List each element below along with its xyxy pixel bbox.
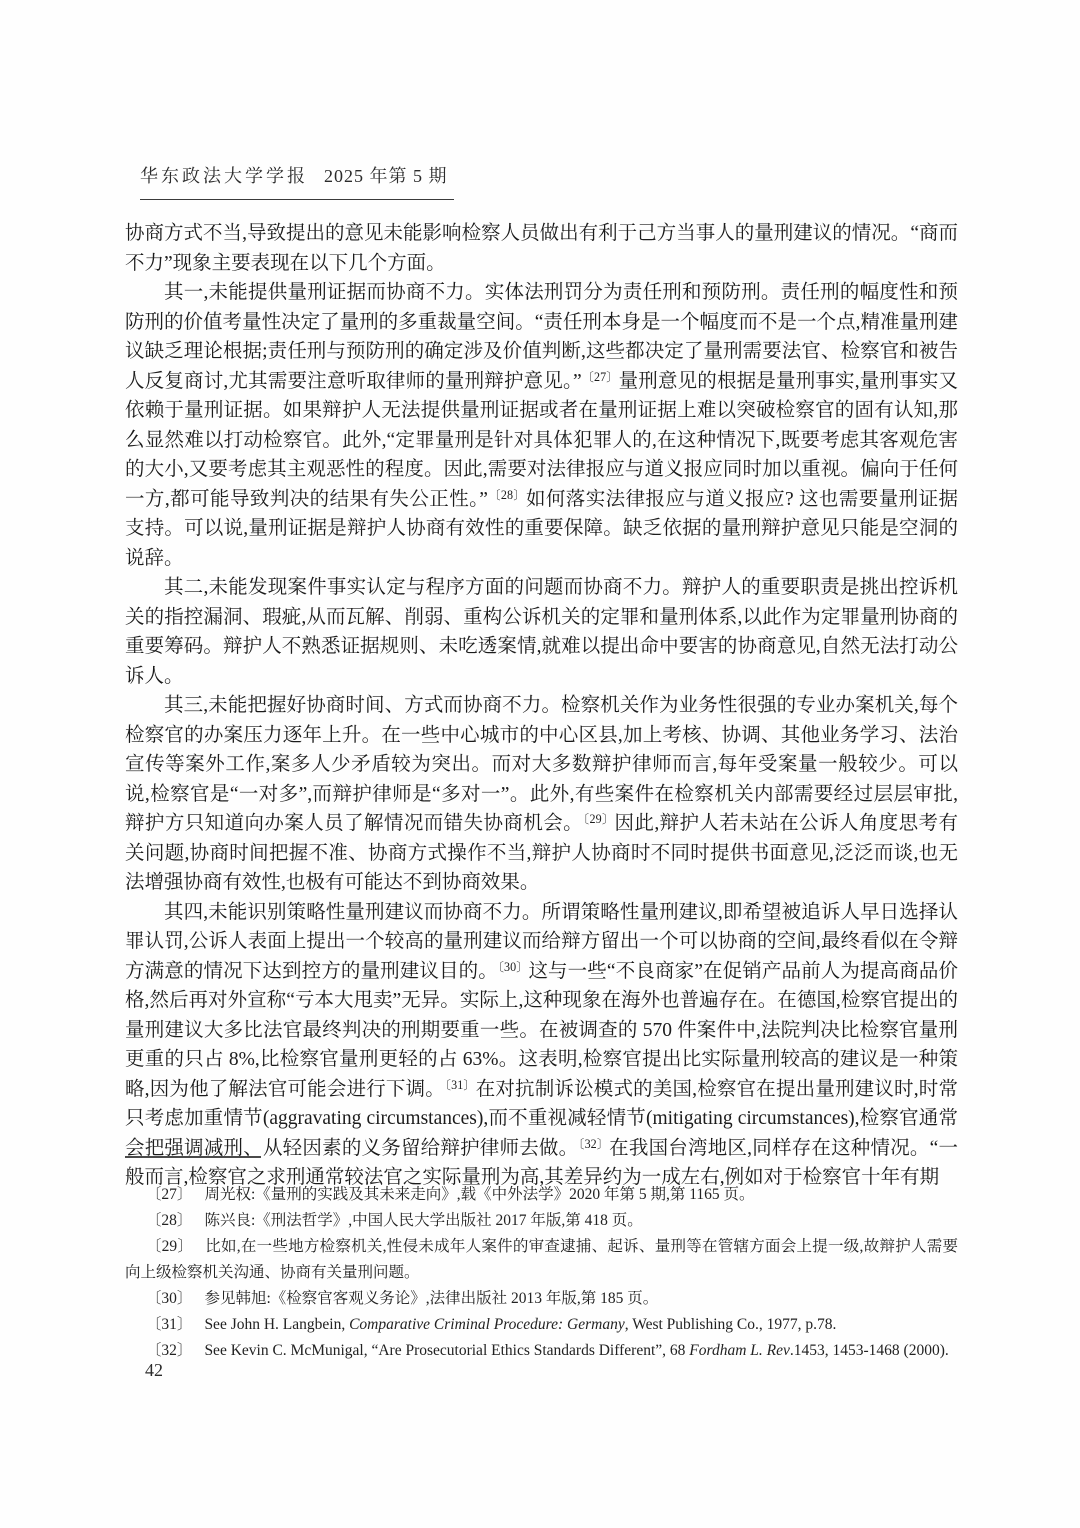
text-segment: 在我国台湾地区,同样存在这种情况。“一般而言,检察官之求刑通常较法官之实际量刑为高,其差异约为一成左右,例如对于检察官十年有期 [125,1137,958,1188]
text-segment: 其二,未能发现案件事实认定与程序方面的问题而协商不力。辩护人的重要职责是挑出控诉机关的指控漏洞、瑕疵,从而瓦解、削弱、重构公诉机关的定罪和量刑体系,以此作为定罪量刑协商的重要筹码。辩护人不熟悉证据规则、未吃透案情,就难以提出命中要害的协商意见,自然无法打动公诉人。 [125,577,958,687]
footnote-text: Fordham L. Rev [689,1342,790,1359]
footnote-ref: 〔30〕 [497,959,529,974]
footnote-ref: 〔31〕 [444,1077,476,1092]
text-segment: 其四,未能识别策略性量刑建议而协商不力。所谓策略性量刑建议,即希望被追诉人早日选择认罪认罚,公诉人表面上提出一个较高的量刑建议而给辩方留出一个可以协商的空间,最终看似在令辩方满意的情况下达到控方的量刑建议目的。 [125,901,958,982]
footnote-marker: 〔32〕 [145,1342,193,1359]
footnote-marker: 〔27〕 [145,1186,193,1203]
body-paragraph [125,219,958,278]
footnote-marker: 〔29〕 [145,1238,194,1255]
footnote [125,1234,958,1286]
running-head [140,162,454,200]
text-segment: 因此,辩护人若未站在公诉人角度思考有关问题,协商时间把握不准、协商方式操作不当,辩护人协商时不同时提供书面意见,泛泛而谈,也无法增强协商有效性,也极有可能达不到协商效果。 [125,813,958,893]
footnote-marker: 〔30〕 [145,1290,193,1307]
footnote-separator [125,1156,261,1158]
footnote-text: 比如,在一些地方检察机关,性侵未成年人案件的审查逮捕、起诉、量刑等在管辖方面会上提一级,故辩护人需要向上级检察机关沟通、协商有关量刑问题。 [125,1238,958,1281]
footnote-text: , West Publishing Co., 1977, p.78. [624,1316,837,1333]
footnote [125,1312,958,1338]
footnote-ref: 〔27〕 [581,369,619,384]
body-paragraph [125,898,958,1193]
text-segment: 其一,未能提供量刑证据而协商不力。实体法刑罚分为责任刑和预防刑。责任刑的幅度性和预防刑的价值考量性决定了量刑的多重裁量空间。“责任刑本身是一个幅度而不是一个点,精准量刑建议缺乏理论根据;责任刑与预防刑的确定涉及价值判断,这些都决定了量刑需要法官、检察官和被告人反复商讨,尤其需要注意听取律师的量刑辩护意见。” [125,282,958,392]
footnote-ref: 〔28〕 [487,487,526,502]
body-paragraph [125,278,958,573]
footnote-text: See John H. Langbein, [204,1316,350,1333]
text-segment: 量刑意见的根据是量刑事实,量刑事实又依赖于量刑证据。如果辩护人无法提供量刑证据或者在量刑证据上难以突破检察官的固有认知,那么显然难以打动检察官。此外,“定罪量刑是针对具体犯罪人的,在这种情况下,既要考虑其客观危害的大小,又要考虑其主观恶性的程度。因此,需要对法律报应与道义报应同时加以重视。偏向于任何一方,都可能导致判决的结果有失公正性。” [125,370,959,510]
page-number: 42 [145,1360,163,1380]
footnote-ref: 〔32〕 [578,1136,610,1151]
text-segment: 其三,未能把握好协商时间、方式而协商不力。检察机关作为业务性很强的专业办案机关,每个检察官的办案压力逐年上升。在一些中心城市的中心区县,加上考核、协调、其他业务学习、法治宣传等案外工作,案多人少矛盾较为突出。而对大多数辩护律师而言,每年受案量一般较少。可以说,检察官是“一对多”,而辩护律师是“多对一”。此外,有些案件在检察机关内部需要经过层层审批,辩护方只知道向办案人员了解情况而错失协商机会。 [125,695,958,834]
journal-title: 华东政法大学学报 [140,166,308,186]
footnote [125,1182,958,1208]
footnote-text: .1453, 1453-1468 (2000). [789,1342,949,1359]
body-paragraph [125,691,958,898]
issue-label: 2025 年第 5 期 [324,166,448,186]
footnote-text: 参见韩旭:《检察官客观义务论》,法律出版社 2013 年版,第 185 页。 [204,1290,659,1307]
footnote-text: See Kevin C. McMunigal, “Are Prosecutorial Ethics Standards Different”, 68 [204,1342,690,1359]
footnote-text: 陈兴良:《刑法哲学》,中国人民大学出版社 2017 年版,第 418 页。 [204,1212,643,1229]
footnotes [125,1182,958,1364]
footnote [125,1208,958,1234]
footnote [125,1286,958,1312]
footnote-marker: 〔28〕 [145,1212,193,1229]
text-segment: 在对抗制诉讼模式的美国,检察官在提出量刑建议时,时常只考虑加重情节(aggravating circumstances),而不重视减轻情节(mitigating circumstances),检察官通常会把强调减刑、从轻因素的义务留给辩护律师去做。 [125,1078,958,1159]
footnote-marker: 〔31〕 [145,1316,193,1333]
text-segment: 协商方式不当,导致提出的意见未能影响检察人员做出有利于己方当事人的量刑建议的情况。“商而不力”现象主要表现在以下几个方面。 [125,223,958,274]
body-text [125,219,958,1193]
footnote-text: 周光权:《量刑的实践及其未来走向》,载《中外法学》2020 年第 5 期,第 1165 页。 [204,1186,755,1203]
text-segment: 如何落实法律报应与道义报应? 这也需要量刑证据支持。可以说,量刑证据是辩护人协商有效性的重要保障。缺乏依据的量刑辩护意见只能是空洞的说辞。 [125,488,959,569]
footnote-ref: 〔29〕 [583,812,615,826]
footnote [125,1338,958,1364]
footnote-text: Comparative Criminal Procedure: Germany [349,1316,625,1333]
body-paragraph [125,573,958,691]
text-segment: 这与一些“不良商家”在促销产品前人为提高商品价格,然后再对外宣称“亏本大甩卖”无异。实际上,这种现象在海外也普遍存在。在德国,检察官提出的量刑建议大多比法官最终判决的刑期要重一些。在被调查的 570 件案件中,法院判决比检察官量刑更重的只占 8%,比检察官量刑更轻的占 63%。这表明,检察官提出比实际量刑较高的建议是一种策略,因为他了解法官可能会进行下调。 [125,960,958,1100]
